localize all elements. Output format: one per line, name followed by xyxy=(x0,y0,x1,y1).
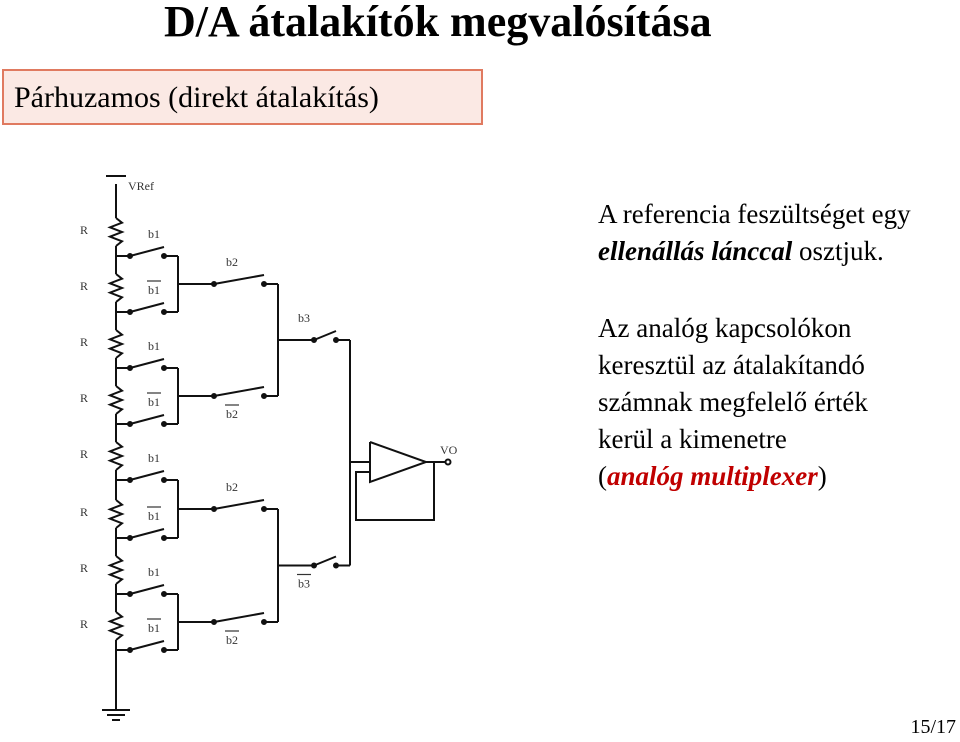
switch-b2n-blade xyxy=(214,613,264,622)
resistor-label: R xyxy=(80,223,89,237)
resistor-label: R xyxy=(80,391,89,405)
switch-label-b1n: b1 xyxy=(148,621,160,635)
subtitle-box: Párhuzamos (direkt átalakítás) xyxy=(2,69,483,125)
text-line xyxy=(598,458,868,495)
switch-b3-contact xyxy=(312,338,316,342)
switch-b1n-blade xyxy=(130,303,164,312)
switch-label-b1n: b1 xyxy=(148,395,160,409)
resistor xyxy=(110,218,122,246)
switch-b1-blade xyxy=(130,585,164,594)
switch-b1-contact xyxy=(128,366,132,370)
text-line: keresztül az átalakítandó xyxy=(598,350,865,380)
switch-label-b1n: b1 xyxy=(148,509,160,523)
switch-label-b1: b1 xyxy=(148,565,160,579)
switch-b1-blade xyxy=(130,471,164,480)
resistor xyxy=(110,274,122,302)
resistor xyxy=(110,500,122,528)
switch-b1n-blade xyxy=(130,529,164,538)
paragraph-multiplexer xyxy=(598,310,868,495)
switch-b1n-blade xyxy=(130,415,164,424)
resistor xyxy=(110,386,122,414)
switch-b1n-contact xyxy=(162,422,166,426)
resistor-label: R xyxy=(80,447,89,461)
vref-label: VRef xyxy=(128,179,154,193)
emphasis-text: ellenállás lánccal xyxy=(598,236,793,266)
switch-b2n-contact xyxy=(262,394,266,398)
switch-label-b1: b1 xyxy=(148,339,160,353)
switch-label-b1n: b1 xyxy=(148,283,160,297)
text-line: kerül a kimenetre xyxy=(598,424,787,454)
resistor-label: R xyxy=(80,335,89,349)
text-line: számnak megfelelő érték xyxy=(598,387,868,417)
opamp-symbol xyxy=(370,442,426,482)
switch-b1-contact xyxy=(162,254,166,258)
dac-circuit-diagram xyxy=(30,140,480,740)
switch-b2-contact xyxy=(212,282,216,286)
page-number: 15/17 xyxy=(910,716,956,738)
text-fragment: ( xyxy=(598,461,607,491)
switch-b1-contact xyxy=(162,592,166,596)
switch-b1-contact xyxy=(128,254,132,258)
text-line: Az analóg kapcsolókon xyxy=(598,313,852,343)
switch-b3n-blade xyxy=(314,557,336,566)
switch-b2n-blade xyxy=(214,387,264,396)
switch-label-b1: b1 xyxy=(148,227,160,241)
switch-label-b2: b2 xyxy=(226,255,238,269)
switch-label-b2: b2 xyxy=(226,480,238,494)
switch-b1-contact xyxy=(162,366,166,370)
switch-b2n-contact xyxy=(262,620,266,624)
output-terminal xyxy=(446,460,451,465)
resistor xyxy=(110,612,122,640)
emphasis-text-red: analóg multiplexer xyxy=(607,461,818,491)
switch-label-b3: b3 xyxy=(298,311,310,325)
text-fragment: ) xyxy=(817,461,827,491)
switch-b1n-contact xyxy=(128,422,132,426)
switch-b2n-contact xyxy=(212,620,216,624)
switch-b2-blade xyxy=(214,275,264,284)
paragraph-reference xyxy=(598,196,911,270)
switch-label-b1: b1 xyxy=(148,451,160,465)
resistor-label: R xyxy=(80,617,89,631)
switch-b1n-contact xyxy=(162,536,166,540)
switch-label-b3n: b3 xyxy=(298,576,310,591)
slide-title: D/A átalakítók megvalósítása xyxy=(164,0,712,46)
switch-b3n-contact xyxy=(334,564,338,568)
resistor xyxy=(110,556,122,584)
resistor-label: R xyxy=(80,505,89,519)
text-line xyxy=(598,233,911,270)
circuit-wires xyxy=(102,176,451,720)
resistor-label: R xyxy=(80,561,89,575)
switch-b2-blade xyxy=(214,500,264,509)
switch-b1n-contact xyxy=(162,648,166,652)
switch-b2n-contact xyxy=(212,394,216,398)
switch-label-b2n: b2 xyxy=(226,633,238,647)
output-label: VO xyxy=(440,443,458,457)
switch-b1-contact xyxy=(128,592,132,596)
switch-b1n-contact xyxy=(128,648,132,652)
switch-b1-blade xyxy=(130,247,164,256)
resistor-label: R xyxy=(80,279,89,293)
text-fragment: osztjuk. xyxy=(792,236,884,266)
switch-b1-contact xyxy=(162,478,166,482)
switch-b3-contact xyxy=(334,338,338,342)
switch-b1n-blade xyxy=(130,641,164,650)
switch-b2-contact xyxy=(212,507,216,511)
resistor xyxy=(110,330,122,358)
switch-b1n-contact xyxy=(128,536,132,540)
switch-b1n-contact xyxy=(162,310,166,314)
switch-b3n-contact xyxy=(312,564,316,568)
switch-b2-contact xyxy=(262,507,266,511)
switch-label-b2n: b2 xyxy=(226,407,238,421)
switch-b1-contact xyxy=(128,478,132,482)
switch-b1-blade xyxy=(130,359,164,368)
switch-b1n-contact xyxy=(128,310,132,314)
switch-b3-blade xyxy=(314,331,336,340)
resistor xyxy=(110,442,122,470)
switch-b2-contact xyxy=(262,282,266,286)
feedback-wire xyxy=(356,462,434,520)
text-line: A referencia feszültséget egy xyxy=(598,199,911,229)
